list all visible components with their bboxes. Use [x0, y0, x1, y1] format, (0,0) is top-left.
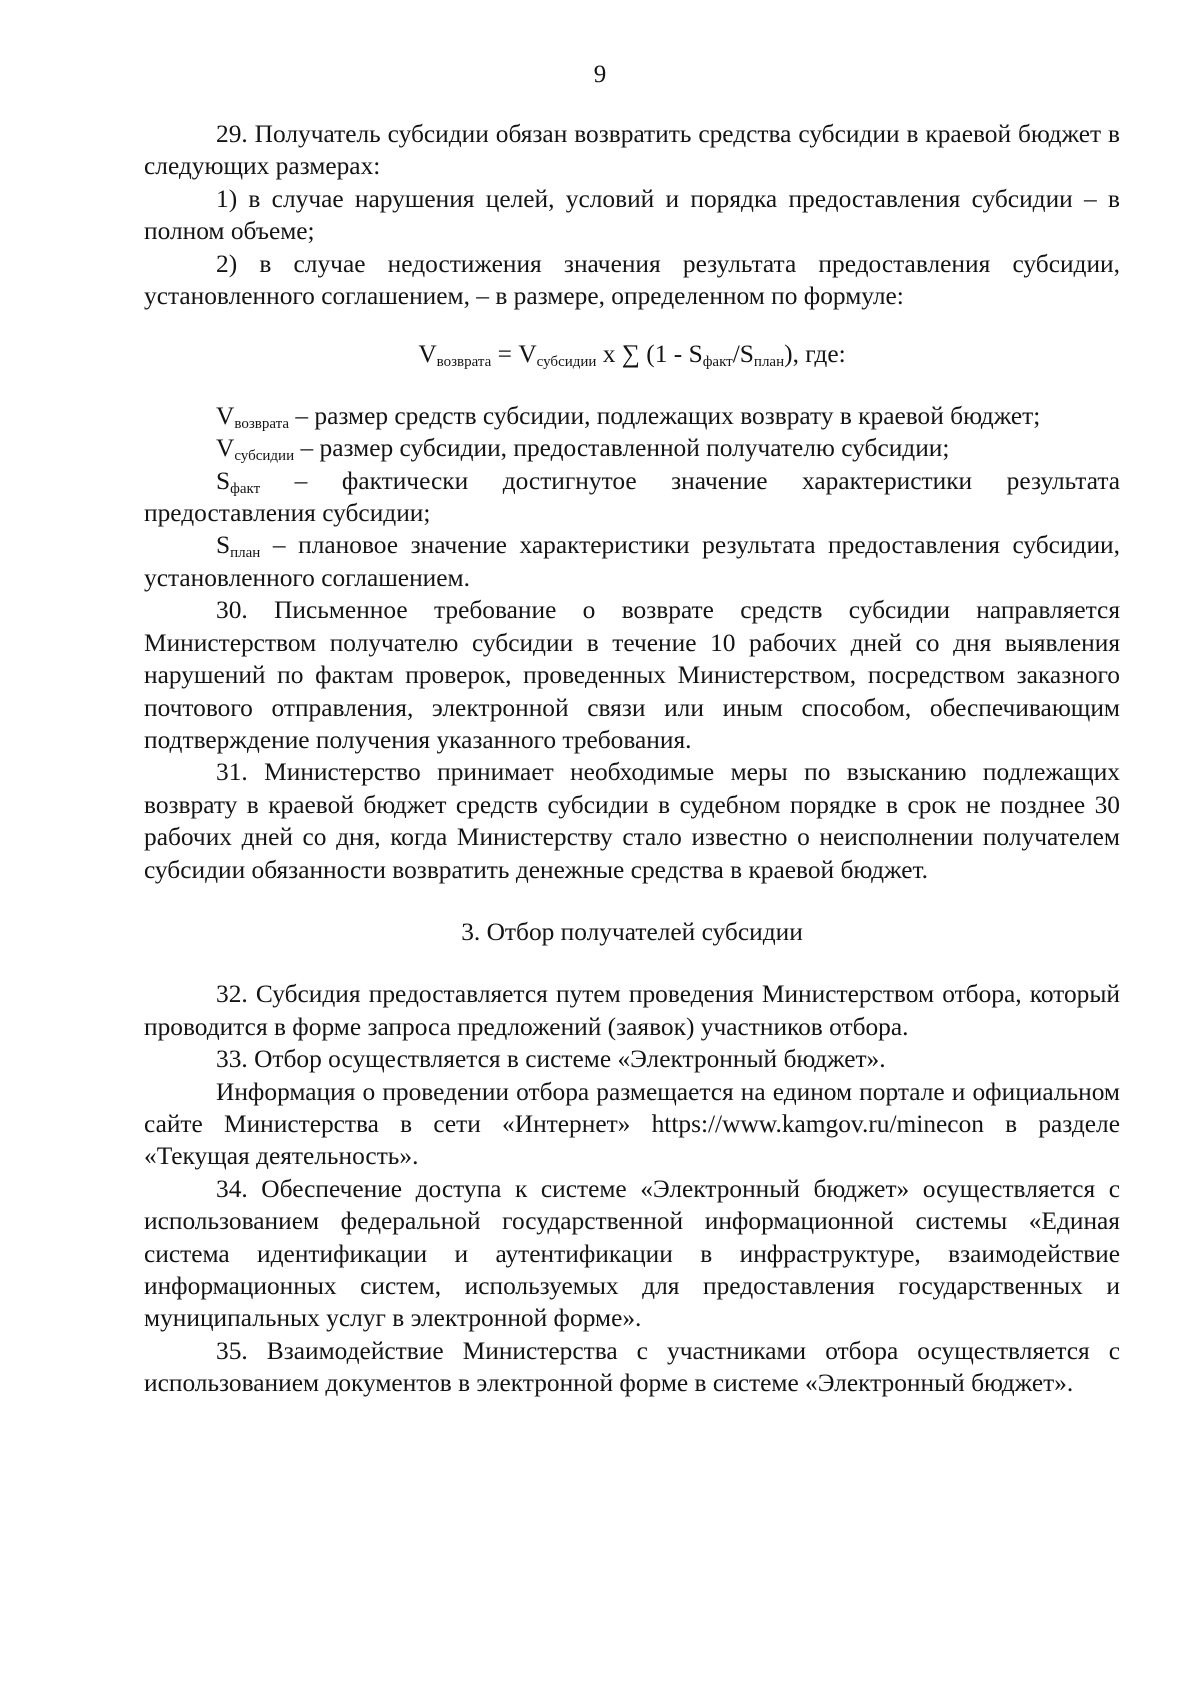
formula-slash-s: /S	[732, 340, 754, 369]
definition-text: – размер средств субсидии, подлежащих возврату в краевой бюджет;	[289, 401, 1041, 430]
definition-s-fact	[144, 465, 1120, 530]
section-3-heading: 3. Отбор получателей субсидии	[461, 917, 803, 946]
definition-subscript: возврата	[234, 415, 289, 432]
document-body	[144, 118, 1120, 1400]
formula-equals-v: = V	[491, 340, 537, 369]
definition-s-plan	[144, 529, 1120, 594]
paragraph-30: 30. Письменное требование о возврате средств субсидии направляется Министерством получателю субсидии в течение 10 рабочих дней со дня выявления нарушений по фактам проверок, проведенных Министерством, посредством заказного почтового отправления, электронной связи или иным способом, обеспечивающим подтверждение получения указанного требования.	[144, 596, 1120, 754]
definition-symbol: V	[216, 434, 235, 463]
definition-subscript: факт	[230, 480, 261, 497]
definition-v-return	[144, 400, 1120, 432]
formula-s-fact-subscript: факт	[702, 354, 733, 371]
paragraph-35: 35. Взаимодействие Министерства с участниками отбора осуществляется с использованием документов в электронной форме в системе «Электронный бюджет».	[144, 1336, 1120, 1398]
formula-v-return-subscript: возврата	[436, 354, 492, 371]
paragraph-33-info: Информация о проведении отбора размещается на едином портале и официальном сайте Министерства в сети «Интернет» https://www.kamgov.ru/minecon в разделе «Текущая деятельность».	[144, 1077, 1120, 1171]
paragraph-34: 34. Обеспечение доступа к системе «Электронный бюджет» осуществляется с использованием федеральной государственной информационной системы «Единая система идентификации и аутентификации в инфраструктуре, взаимодействие информационных систем, используемых для предоставления государственных и муниципальных услуг в электронной форме».	[144, 1174, 1120, 1333]
definition-symbol: V	[216, 401, 235, 430]
paragraph-29-item-1: 1) в случае нарушения целей, условий и порядка предоставления субсидии – в полном объеме;	[144, 184, 1120, 246]
formula-v-subsidy-subscript: субсидии	[536, 354, 597, 371]
definition-text: – плановое значение характеристики результата предоставления субсидии, установленного соглашением.	[144, 531, 1120, 592]
paragraph-29-item-2: 2) в случае недостижения значения результата предоставления субсидии, установленного соглашением, – в размере, определенном по формуле:	[144, 249, 1120, 311]
definition-symbol: S	[216, 531, 231, 560]
paragraph-32: 32. Субсидия предоставляется путем проведения Министерством отбора, который проводится в форме запроса предложений (заявок) участников отбора.	[144, 980, 1120, 1041]
formula-tail: ), где:	[784, 340, 846, 369]
definition-v-subsidy	[144, 432, 1120, 464]
definition-text: – размер субсидии, предоставленной получателю субсидии;	[294, 434, 950, 463]
paragraph-29: 29. Получатель субсидии обязан возвратить средства субсидии в краевой бюджет в следующих размерах:	[144, 120, 1120, 181]
formula-s-plan-subscript: план	[753, 354, 785, 371]
formula-sum-part: х ∑ (1 - S	[596, 340, 703, 369]
definition-symbol: S	[216, 466, 231, 495]
return-formula	[144, 338, 1120, 370]
paragraph-33: 33. Отбор осуществляется в системе «Электронный бюджет».	[216, 1045, 886, 1074]
definition-subscript: план	[230, 545, 261, 562]
page-number: 9	[593, 61, 607, 88]
paragraph-31: 31. Министерство принимает необходимые меры по взысканию подлежащих возврату в краевой бюджет средств субсидии в судебном порядке в срок не позднее 30 рабочих дней со дня, когда Министерству стало известно о неисполнении получателем субсидии обязанности возвратить денежные средства в краевой бюджет.	[144, 758, 1120, 884]
definition-text: – фактически достигнутое значение характеристики результата предоставления субсидии;	[144, 466, 1120, 528]
formula-v-return: V	[418, 340, 437, 369]
definition-subscript: субсидии	[234, 448, 295, 465]
